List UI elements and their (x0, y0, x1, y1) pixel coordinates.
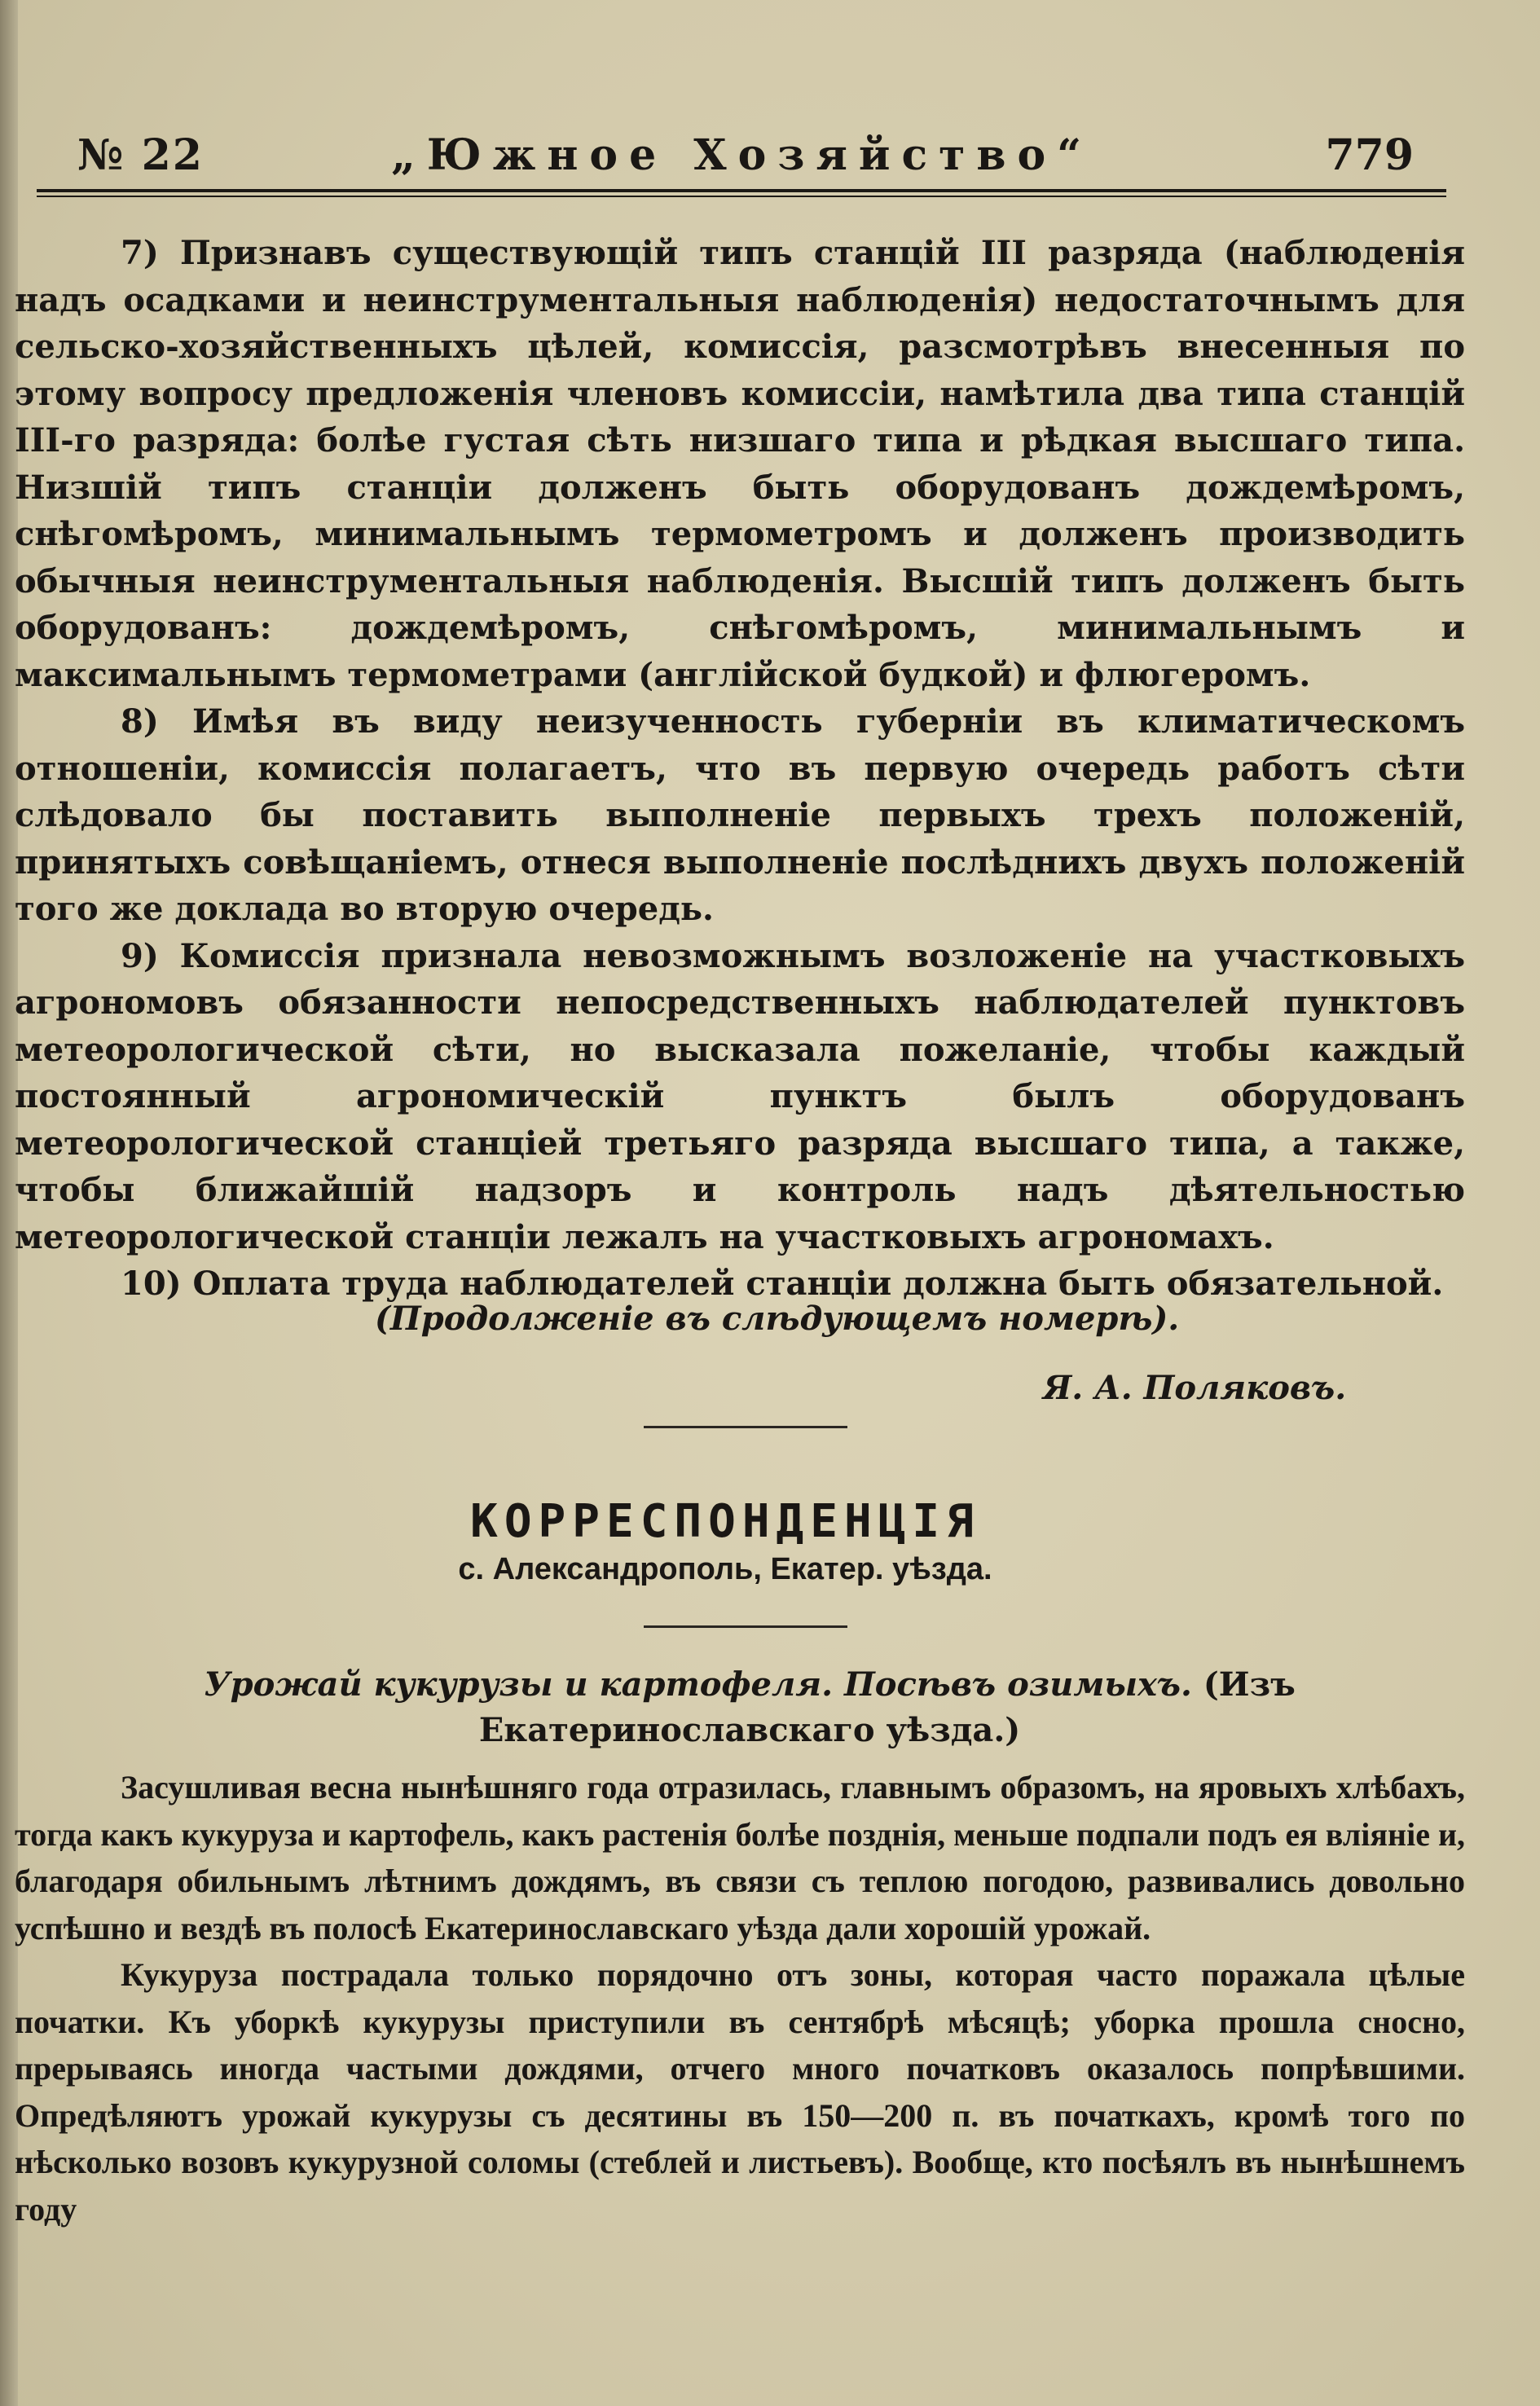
article-paragraph: Засушливая весна нынѣшняго года отразилась, главнымъ образомъ, на яровыхъ хлѣбахъ, тогда какъ кукуруза и картофель, какъ растенія болѣе позднія, меньше подпали подъ ея вліяніе и, благодаря обильнымъ лѣтнимъ дождямъ, въ связи съ теплою погодою, развивались довольно успѣшно и вездѣ въ полосѣ Екатеринославскаго уѣзда дали хорошій урожай. (15, 1769, 1465, 1946)
header-rule-thin (37, 196, 1446, 197)
section-subtitle: с. Александрополь, Екатер. уѣзда. (458, 1552, 992, 1586)
journal-title: „Южное Хозяйство“ (391, 130, 1093, 180)
lead-topics: Урожай кукурузы и картофеля. Посѣвъ озимыхъ. (204, 1665, 1192, 1704)
header-rule (37, 189, 1446, 192)
page-number: 779 (1325, 130, 1414, 180)
section-divider (644, 1426, 847, 1428)
item-7: 7) Признавъ существующій типъ станцій III разряда (наблюденія надъ осадками и неинструментальныя наблюденія) недостаточнымъ для сельско-хозяйственныхъ цѣлей, комиссія, разсмотрѣвъ внесенныя по этому вопросу предложенія членовъ комиссіи, намѣтила два типа станцій III-го разряда: болѣе густая сѣть низшаго типа и рѣдкая высшаго типа. Низшій типъ станціи долженъ быть оборудованъ дождемѣромъ, снѣгомѣромъ, минимальнымъ термометромъ и долженъ производить обычныя неинструментальныя наблюденія. Высшій типъ долженъ быть оборудованъ: дождемѣромъ, снѣгомѣромъ, минимальнымъ и максимальнымъ термометрами (англійской будкой) и флюгеромъ. (15, 234, 1465, 694)
section-title: КОРРЕСПОНДЕНЦІЯ (470, 1495, 980, 1548)
running-header (77, 130, 1414, 179)
article-body (15, 1764, 1465, 2232)
author-signature: Я. А. Поляковъ. (1043, 1369, 1347, 1407)
item-9: 9) Комиссія признала невозможнымъ возложеніе на участковыхъ агрономовъ обязанности непосредственныхъ наблюдателей пунктовъ метеорологической сѣти, но высказала пожеланіе, чтобы каждый постоянный агрономическій пунктъ былъ оборудованъ метеорологической станціей третьяго разряда высшаго типа, а также, чтобы ближайшій надзоръ и контроль надъ дѣятельностью метеорологической станціи лежалъ на участковыхъ агрономахъ. (15, 936, 1465, 1256)
continued-note: (Продолженіе въ слѣдующемъ номерѣ). (375, 1300, 1180, 1338)
subtitle-divider (644, 1625, 847, 1628)
article-lead (57, 1662, 1442, 1753)
issue-number: № 22 (77, 130, 204, 180)
item-8: 8) Имѣя въ виду неизученность губерніи въ климатическомъ отношеніи, комиссія полагаетъ, что въ первую очередь работъ сѣти слѣдовало бы поставить выполненіе первыхъ трехъ положеній, принятыхъ совѣщаніемъ, отнеся выполненіе послѣднихъ двухъ положеній того же доклада во вторую очередь. (15, 702, 1465, 928)
commission-resolutions (15, 230, 1465, 1308)
article-paragraph: Кукуруза пострадала только порядочно отъ зоны, которая часто поражала цѣлые початки. Къ уборкѣ кукурузы приступили въ сентябрѣ мѣсяцѣ; уборка прошла сносно, прерываясь иногда частыми дождями, отчего много початковъ оказалось попрѣвшими. Опредѣляютъ урожай кукурузы съ десятины въ 150—200 п. въ початкахъ, кромѣ того по нѣсколько возовъ кукурузной соломы (стеблей и листьевъ). Вообще, кто посѣялъ въ нынѣшнемъ году (15, 1956, 1465, 2228)
item-10: 10) Оплата труда наблюдателей станціи должна быть обязательной. (121, 1265, 1444, 1303)
lead-source: (Изъ Екатеринославскаго уѣзда.) (478, 1665, 1296, 1749)
